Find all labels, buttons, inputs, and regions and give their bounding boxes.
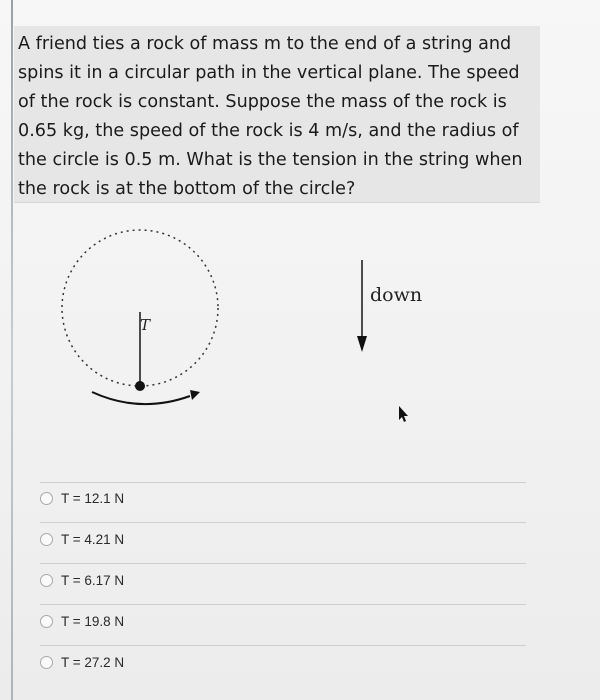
answer-label: T = 4.21 N [61,531,125,547]
velocity-arrowhead [190,390,200,400]
velocity-arc [92,392,190,404]
answer-option-2[interactable] [40,527,526,551]
radio-button[interactable] [40,533,53,546]
down-label: down [370,284,423,306]
diagram-drawing [40,200,510,450]
answer-label: T = 19.8 N [61,613,125,629]
question-text: A friend ties a rock of mass m to the end of a string and spins it in a circular path in the vertical plane. The speed of the rock is constant. Suppose the mass of the rock is 0.65 kg, the speed of the rock is 4 m/s, and the radius of the circle is 0.5 m. What is the tension in the string when the rock is at the bottom of the circle? [18,34,523,199]
option-divider [40,645,526,646]
answer-label: T = 6.17 N [61,572,125,588]
left-border [11,0,13,700]
answer-label: T = 12.1 N [61,490,125,506]
radio-button[interactable] [40,656,53,669]
option-divider [40,482,526,483]
radio-button[interactable] [40,615,53,628]
answer-option-3[interactable] [40,568,526,592]
radio-button[interactable] [40,574,53,587]
radio-button[interactable] [40,492,53,505]
option-divider [40,522,526,523]
circular-motion-diagram [40,200,510,450]
option-divider [40,563,526,564]
tension-label: T [140,316,151,334]
answer-option-5[interactable] [40,650,526,674]
down-arrowhead [357,336,367,352]
answer-option-1[interactable] [40,486,526,510]
answer-option-4[interactable] [40,609,526,633]
rock-dot [135,381,145,391]
option-divider [40,604,526,605]
answer-label: T = 27.2 N [61,654,125,670]
